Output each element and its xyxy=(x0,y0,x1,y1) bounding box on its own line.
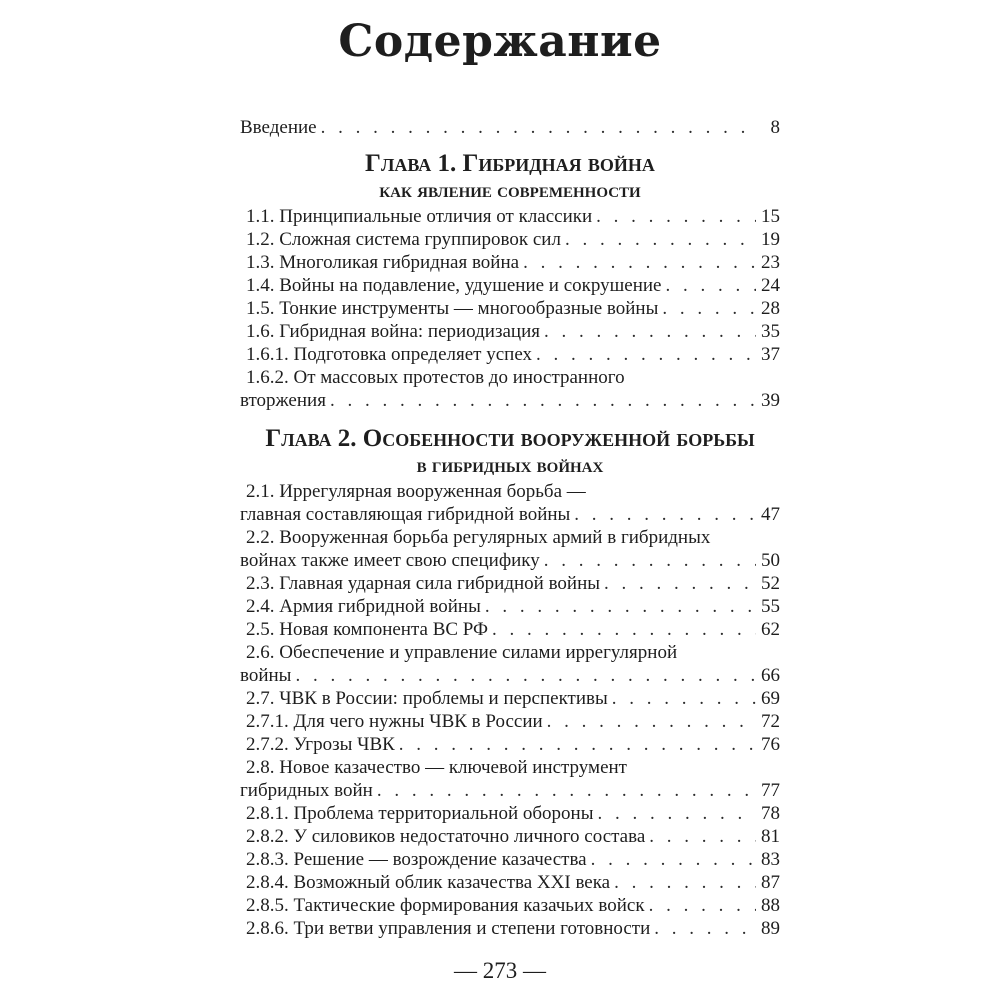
toc-entry-first-line: 2.1. Иррегулярная вооруженная борьба — xyxy=(246,481,586,502)
toc-entry-page: 24 xyxy=(761,275,780,296)
toc-entry-page: 81 xyxy=(761,826,780,847)
toc-entry-page: 37 xyxy=(761,344,780,365)
dot-leader xyxy=(596,205,756,228)
toc-entry-page: 87 xyxy=(761,872,780,893)
toc-entry-page: 62 xyxy=(761,619,780,640)
toc-entry-page: 69 xyxy=(761,688,780,709)
chapter-heading-line: в гибридных войнах xyxy=(416,453,604,477)
toc-entry xyxy=(240,251,780,274)
dot-leader xyxy=(662,297,756,320)
toc-entry-page: 78 xyxy=(761,803,780,824)
dot-leader xyxy=(565,228,756,251)
toc-entry-first-line: 2.6. Обеспечение и управление силами иррегулярной xyxy=(246,642,678,663)
toc-entry-label: 1.6.1. Подготовка определяет успех xyxy=(246,344,533,365)
dot-leader xyxy=(399,733,756,756)
toc-entry xyxy=(240,664,780,687)
toc-entry-page: 50 xyxy=(761,550,780,571)
toc-entry xyxy=(240,802,780,825)
toc-entry-page: 19 xyxy=(761,229,780,250)
toc-entry-label: 2.8.6. Три ветви управления и степени готовности xyxy=(246,918,651,939)
toc-entry-label: 2.5. Новая компонента ВС РФ xyxy=(246,619,489,640)
chapter-2-heading xyxy=(240,426,780,478)
toc-entry xyxy=(240,848,780,871)
toc-entry xyxy=(240,503,780,526)
toc-entry xyxy=(240,618,780,641)
dot-leader xyxy=(492,618,756,641)
dot-leader xyxy=(295,664,756,687)
toc-entry-label: 1.6. Гибридная война: периодизация xyxy=(246,321,540,342)
toc-entry xyxy=(240,871,780,894)
toc-entry-label: гибридных войн xyxy=(240,780,373,801)
toc-entry-page: 23 xyxy=(761,252,780,273)
toc-entry-label: 2.4. Армия гибридной войны xyxy=(246,596,481,617)
dot-leader xyxy=(604,572,756,595)
toc-entry-label: 2.8.4. Возможный облик казачества XXI века xyxy=(246,872,611,893)
toc-entry-first-line: 2.2. Вооруженная борьба регулярных армий в гибридных xyxy=(246,527,711,548)
toc-entry-first-line: 2.8. Новое казачество — ключевой инструмент xyxy=(246,757,627,778)
toc-entry-page: 88 xyxy=(761,895,780,916)
toc-entry-page: 77 xyxy=(761,780,780,801)
toc-entry xyxy=(240,825,780,848)
toc-entry-label: 2.7.1. Для чего нужны ЧВК в России xyxy=(246,711,543,732)
toc-entry-label: 2.8.5. Тактические формирования казачьих войск xyxy=(246,895,645,916)
toc-entry-label: 1.2. Сложная система группировок сил xyxy=(246,229,561,250)
dot-leader xyxy=(321,116,756,139)
page-number: — 273 — xyxy=(454,958,546,983)
dot-leader xyxy=(547,710,756,733)
dot-leader xyxy=(523,251,756,274)
toc-entry xyxy=(240,320,780,343)
toc-entry-label: 2.3. Главная ударная сила гибридной войны xyxy=(246,573,601,594)
toc-entry xyxy=(240,297,780,320)
toc-entry-page: 8 xyxy=(770,117,780,138)
dot-leader xyxy=(544,549,756,572)
toc-entry-page: 83 xyxy=(761,849,780,870)
toc-entry xyxy=(240,917,780,940)
chapter-heading-line: Глава 1. Гибридная война xyxy=(365,150,655,177)
toc-entry xyxy=(240,572,780,595)
toc-entry-label: 1.4. Войны на подавление, удушение и сокрушение xyxy=(246,275,662,296)
toc-entry-page: 39 xyxy=(761,390,780,411)
dot-leader xyxy=(612,687,756,710)
toc-entry-label: 1.3. Многоликая гибридная война xyxy=(246,252,520,273)
toc-entry xyxy=(240,894,780,917)
toc-entry-intro xyxy=(240,116,780,139)
toc-entry-label: Введение xyxy=(240,117,317,138)
toc-entry-page: 55 xyxy=(761,596,780,617)
toc-entry xyxy=(240,205,780,228)
toc-entry-page: 47 xyxy=(761,504,780,525)
toc-entry-page: 35 xyxy=(761,321,780,342)
toc-entry-label: вторжения xyxy=(240,390,326,411)
toc-entry xyxy=(240,595,780,618)
toc-entry-label: 2.8.3. Решение — возрождение казачества xyxy=(246,849,587,870)
toc-entry-label: 1.5. Тонкие инструменты — многообразные войны xyxy=(246,298,659,319)
toc-entry-label: войнах также имеет свою специфику xyxy=(240,550,540,571)
dot-leader xyxy=(591,848,756,871)
toc-entry-label: главная составляющая гибридной войны xyxy=(240,504,571,525)
toc-entry xyxy=(240,274,780,297)
dot-leader xyxy=(614,871,756,894)
toc-entry xyxy=(240,710,780,733)
toc-entry-label: войны xyxy=(240,665,292,686)
dot-leader xyxy=(665,274,756,297)
dot-leader xyxy=(597,802,756,825)
dot-leader xyxy=(544,320,756,343)
table-of-contents xyxy=(240,116,780,940)
toc-entry-page: 76 xyxy=(761,734,780,755)
toc-entry-page: 15 xyxy=(761,206,780,227)
dot-leader xyxy=(377,779,756,802)
dot-leader xyxy=(485,595,756,618)
toc-entry xyxy=(240,228,780,251)
toc-entry xyxy=(240,733,780,756)
chapter-heading-line: как явление современности xyxy=(379,178,641,202)
toc-entry-label: 2.8.1. Проблема территориальной обороны xyxy=(246,803,594,824)
toc-entry xyxy=(240,389,780,412)
dot-leader xyxy=(649,825,756,848)
dot-leader xyxy=(536,343,756,366)
toc-entry-label: 2.7. ЧВК в России: проблемы и перспективы xyxy=(246,688,608,709)
dot-leader xyxy=(649,894,756,917)
chapter-1-heading xyxy=(240,151,780,203)
chapter-heading-line: Глава 2. Особенности вооруженной борьбы xyxy=(265,425,755,452)
toc-entry-page: 66 xyxy=(761,665,780,686)
toc-entry xyxy=(240,343,780,366)
toc-entry xyxy=(240,549,780,572)
toc-entry-label: 2.7.2. Угрозы ЧВК xyxy=(246,734,395,755)
toc-entry xyxy=(240,687,780,710)
toc-entry-page: 52 xyxy=(761,573,780,594)
dot-leader xyxy=(330,389,756,412)
toc-entry-page: 28 xyxy=(761,298,780,319)
toc-entry-page: 89 xyxy=(761,918,780,939)
dot-leader xyxy=(574,503,756,526)
toc-entry xyxy=(240,779,780,802)
toc-entry-label: 1.1. Принципиальные отличия от классики xyxy=(246,206,593,227)
toc-entry-label: 2.8.2. У силовиков недостаточно личного состава xyxy=(246,826,646,847)
page-title: Содержание xyxy=(338,16,662,67)
dot-leader xyxy=(654,917,756,940)
toc-entry-first-line: 1.6.2. От массовых протестов до иностранного xyxy=(246,367,625,388)
toc-entry-page: 72 xyxy=(761,711,780,732)
